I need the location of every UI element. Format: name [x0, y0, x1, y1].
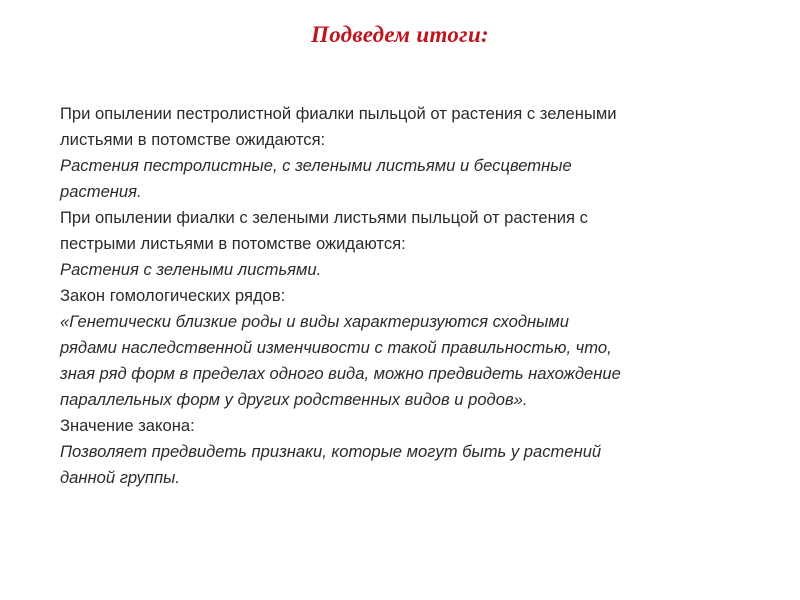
- text-line: пестрыми листьями в потомстве ожидаются:: [60, 234, 406, 253]
- quote-line: параллельных форм у других родственных видов и родов».: [60, 390, 528, 409]
- slide-title: Подведем итоги:: [311, 22, 489, 47]
- slide-body: [60, 101, 750, 491]
- quote-line: зная ряд форм в пределах одного вида, можно предвидеть нахождение: [60, 364, 621, 383]
- answer-line: Растения пестролистные, с зелеными листьями и бесцветные: [60, 156, 572, 175]
- quote-line: рядами наследственной изменчивости с такой правильностью, что,: [60, 338, 612, 357]
- text-line: При опылении пестролистной фиалки пыльцой от растения с зелеными: [60, 104, 617, 123]
- answer-line: Позволяет предвидеть признаки, которые могут быть у растений: [60, 442, 602, 461]
- quote-line: «Генетически близкие роды и виды характеризуются сходными: [60, 312, 569, 331]
- answer-line: данной группы.: [60, 468, 180, 487]
- text-line: При опылении фиалки с зелеными листьями пыльцой от растения с: [60, 208, 588, 227]
- text-line: Значение закона:: [60, 416, 195, 435]
- text-line: Закон гомологических рядов:: [60, 286, 286, 305]
- answer-line: Растения с зелеными листьями.: [60, 260, 322, 279]
- text-line: листьями в потомстве ожидаются:: [60, 130, 326, 149]
- answer-line: растения.: [60, 182, 142, 201]
